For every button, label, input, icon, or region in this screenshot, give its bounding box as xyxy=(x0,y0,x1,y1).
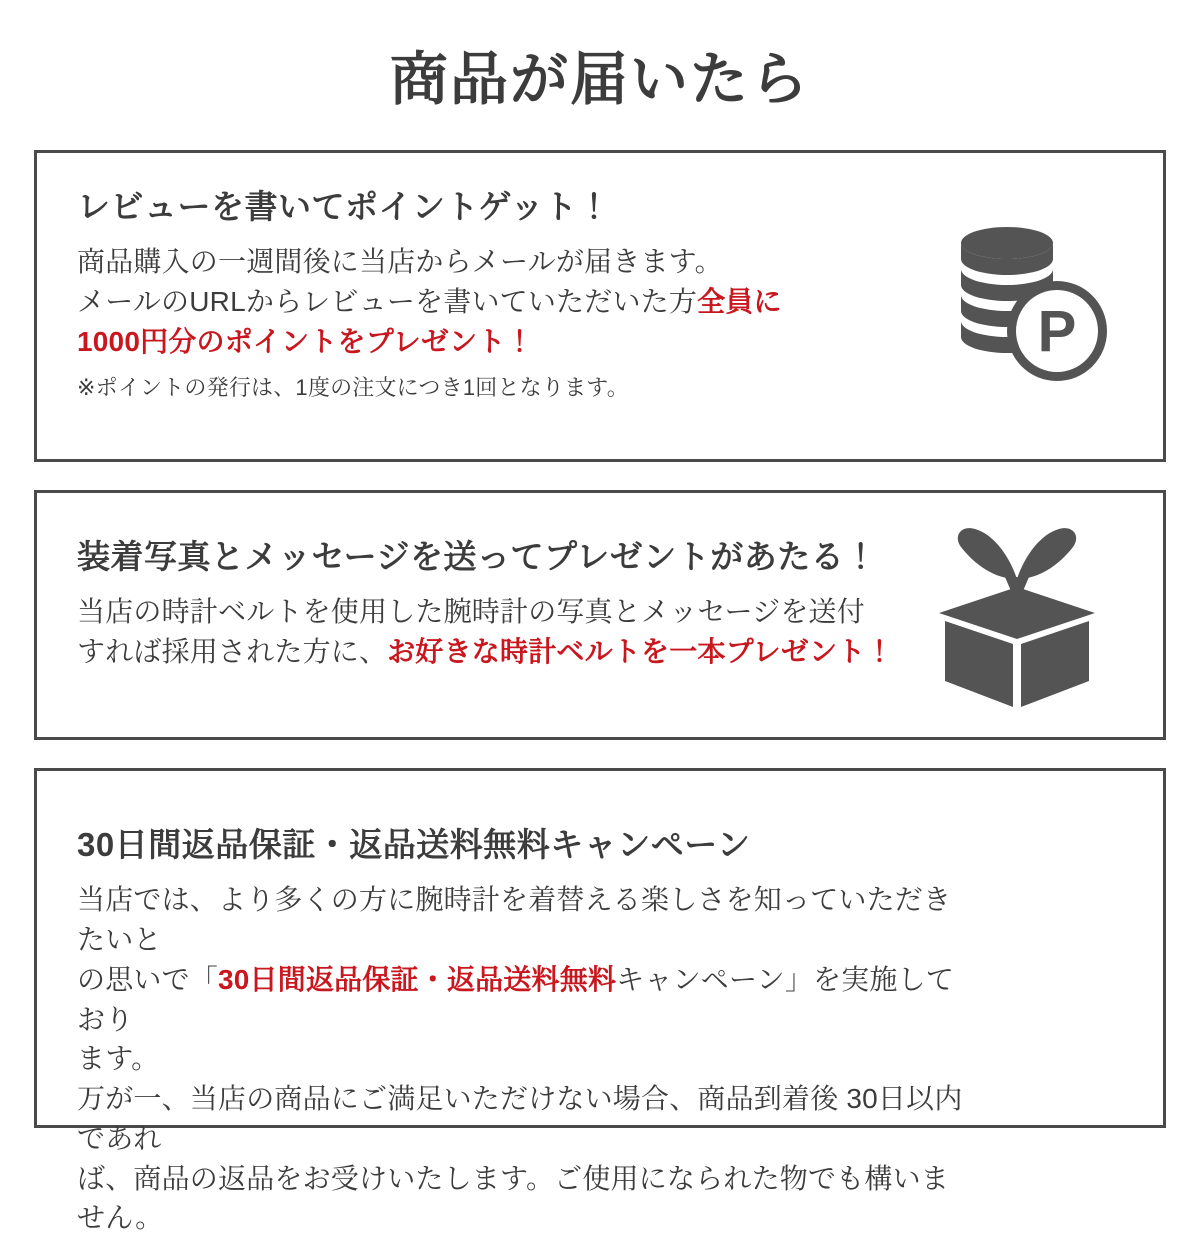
text-segment-highlight: 1000円分のポイントをプレゼント！ xyxy=(77,325,534,357)
text-segment: すれば採用された方に、 xyxy=(77,636,388,668)
page-title: 商品が届いたら xyxy=(389,47,810,112)
text-segment: ます。 xyxy=(77,1043,160,1075)
card-return-line-1 xyxy=(77,880,977,960)
card-review xyxy=(34,150,1166,462)
text-segment: キャンペーン」を実施しており xyxy=(77,963,955,1035)
coin-letter: P xyxy=(1037,298,1077,364)
text-segment: ば、商品の返品をお受けいたします。ご使用になられた物でも構いません。 xyxy=(77,1162,949,1234)
card-review-line-1 xyxy=(77,242,977,282)
card-review-heading: レビューを書いてポイントゲット！ xyxy=(77,187,612,225)
card-return-line-4 xyxy=(77,1079,977,1159)
text-segment: メールのURLからレビューを書いていただいた方 xyxy=(77,286,698,318)
text-segment: 商品購入の一週間後に当店からメールが届きます。 xyxy=(77,246,723,278)
card-photo-heading: 装着写真とメッセージを送ってプレゼントがあたる！ xyxy=(77,537,878,575)
card-return-line-2 xyxy=(77,960,977,1040)
card-return-text xyxy=(77,825,977,1238)
text-segment-highlight: 30日間返品保証・返品送料無料 xyxy=(218,963,617,995)
text-segment: 万が一、当店の商品にご満足いただけない場合、商品到着後 30日以内であれ xyxy=(77,1083,963,1154)
card-review-line-3 xyxy=(77,322,977,362)
card-photo-line-1 xyxy=(77,592,977,632)
text-segment: の思いで「 xyxy=(77,963,219,995)
card-review-note: ※ポイントの発行は、1度の注文につき1回となります。 xyxy=(77,374,629,400)
text-segment: 当店の時計ベルトを使用した腕時計の写真とメッセージを送付 xyxy=(77,596,865,628)
card-photo-text xyxy=(77,537,977,672)
card-return-heading: 30日間返品保証・返品送料無料キャンペーン xyxy=(77,825,751,863)
card-review-line-2 xyxy=(77,282,977,322)
card-photo xyxy=(34,490,1166,740)
card-review-text xyxy=(77,187,977,403)
text-segment: 当店では、より多くの方に腕時計を着替える楽しさを知っていただきたいと xyxy=(77,884,952,956)
card-return xyxy=(34,768,1166,1234)
text-segment-highlight: 全員に xyxy=(697,286,782,318)
card-return-line-5 xyxy=(77,1159,977,1238)
card-photo-line-2 xyxy=(77,632,977,672)
card-return-line-3 xyxy=(77,1039,977,1079)
text-segment-highlight: お好きな時計ベルトを一本プレゼント！ xyxy=(387,636,894,668)
